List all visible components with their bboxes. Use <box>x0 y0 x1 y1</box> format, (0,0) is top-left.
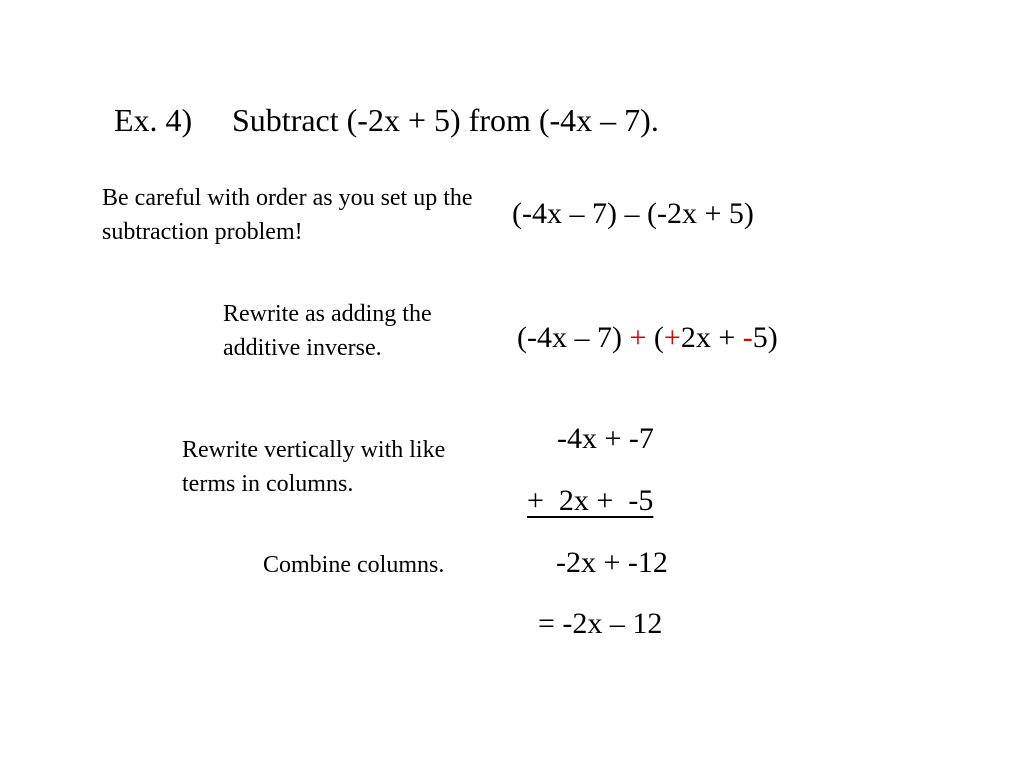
inverse-right: 5) <box>752 321 778 354</box>
note-additive-inverse: Rewrite as adding the additive inverse. <box>223 301 432 361</box>
vertical-sum: -2x + -12 <box>556 546 668 579</box>
inverse-plus-sign: + <box>663 321 681 354</box>
inverse-plus-operator: + <box>629 321 647 354</box>
example-label: Ex. 4) <box>114 102 193 138</box>
inverse-paren-open: ( <box>646 321 664 354</box>
inverse-middle: 2x + <box>680 321 743 354</box>
note-order: Be careful with order as you set up the subtraction problem! <box>102 185 473 245</box>
problem-statement: Subtract (-2x + 5) from (-4x – 7). <box>232 102 659 138</box>
inverse-minus-sign: - <box>742 321 753 354</box>
inverse-expression <box>517 323 778 353</box>
inverse-left: (-4x – 7) <box>517 321 630 354</box>
final-result: = -2x – 12 <box>538 607 663 640</box>
vertical-row-1: -4x + -7 <box>557 422 654 455</box>
note-vertical: Rewrite vertically with like terms in columns. <box>182 437 446 497</box>
note-combine: Combine columns. <box>263 552 445 578</box>
setup-expression: (-4x – 7) – (-2x + 5) <box>512 197 754 230</box>
vertical-row-2: + 2x + -5 <box>527 484 654 517</box>
